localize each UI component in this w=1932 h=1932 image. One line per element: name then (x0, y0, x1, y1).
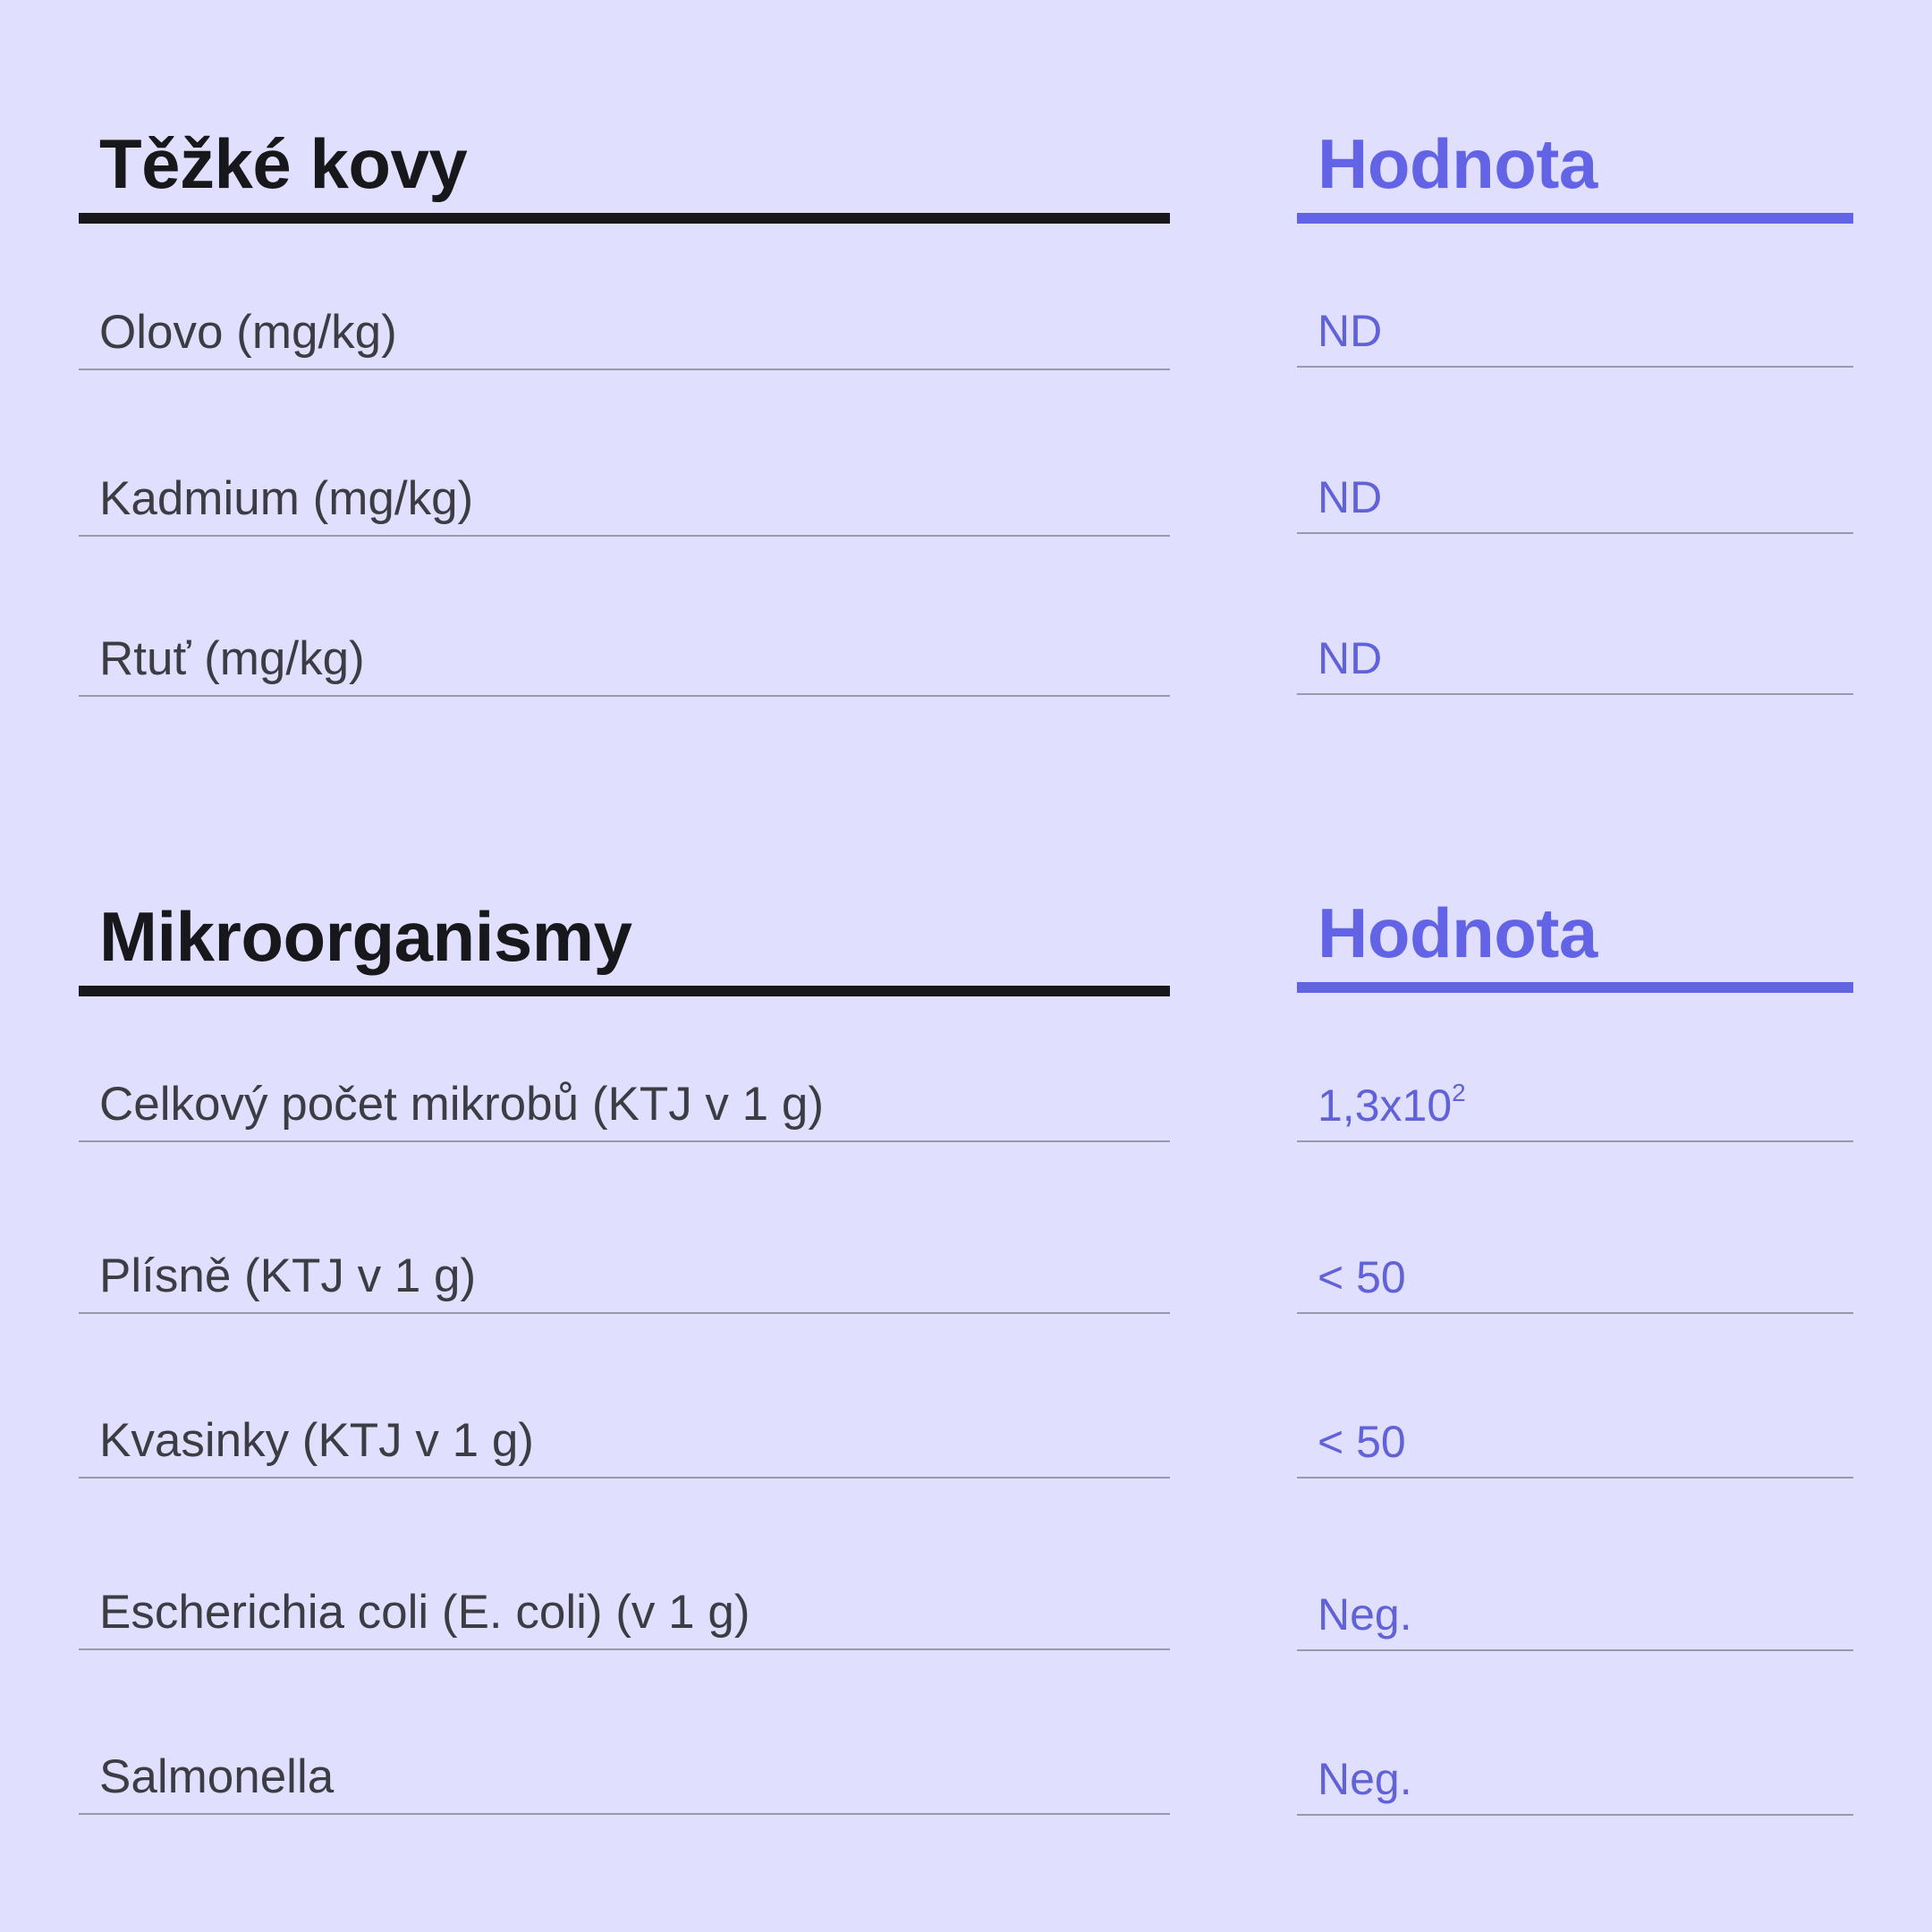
table-row (79, 1060, 1170, 1142)
value-text: < 50 (1318, 1417, 1406, 1467)
section-title-heavy-metals: Těžké kovy (99, 124, 468, 203)
value-row (1297, 613, 1853, 695)
section-divider (79, 213, 1170, 224)
value-divider (1297, 982, 1853, 993)
table-row (79, 454, 1170, 537)
value-row (1297, 1232, 1853, 1314)
section-microorganisms-header (79, 844, 1170, 996)
value-exponent: 2 (1452, 1079, 1466, 1106)
value-row (1297, 1733, 1853, 1816)
table-row (79, 614, 1170, 697)
section-heavy-metals-header (79, 72, 1170, 224)
value-text: < 50 (1318, 1252, 1406, 1302)
value-text: ND (1318, 472, 1383, 522)
table-row (79, 1232, 1170, 1314)
value-row (1297, 1060, 1853, 1142)
parameter-label: Salmonella (99, 1750, 335, 1803)
section-title-microorganisms: Mikroorganismy (99, 897, 632, 976)
value-text (1318, 1079, 1466, 1131)
value-heading: Hodnota (1318, 124, 1597, 203)
value-row (1297, 285, 1853, 368)
value-row (1297, 1569, 1853, 1651)
value-text: ND (1318, 306, 1383, 356)
parameter-label: Kvasinky (KTJ v 1 g) (99, 1414, 534, 1467)
value-text: Neg. (1318, 1754, 1412, 1804)
parameter-label: Celkový počet mikrobů (KTJ v 1 g) (99, 1078, 824, 1131)
table-row (79, 288, 1170, 370)
parameter-label: Plísně (KTJ v 1 g) (99, 1250, 477, 1302)
value-heading: Hodnota (1318, 894, 1597, 972)
value-mantissa: 1,3x10 (1318, 1080, 1453, 1131)
parameter-label: Kadmium (mg/kg) (99, 472, 474, 525)
value-text: Neg. (1318, 1589, 1412, 1640)
value-divider (1297, 213, 1853, 224)
value-header (1297, 72, 1853, 224)
table-row (79, 1733, 1170, 1815)
table-row (79, 1568, 1170, 1650)
value-header (1297, 841, 1853, 993)
parameter-label: Escherichia coli (E. coli) (v 1 g) (99, 1586, 750, 1639)
section-divider (79, 986, 1170, 996)
table-row (79, 1396, 1170, 1479)
value-text: ND (1318, 633, 1383, 683)
parameter-label: Olovo (mg/kg) (99, 306, 397, 359)
value-row (1297, 1396, 1853, 1479)
parameter-label: Rtuť (mg/kg) (99, 632, 365, 685)
value-row (1297, 452, 1853, 534)
